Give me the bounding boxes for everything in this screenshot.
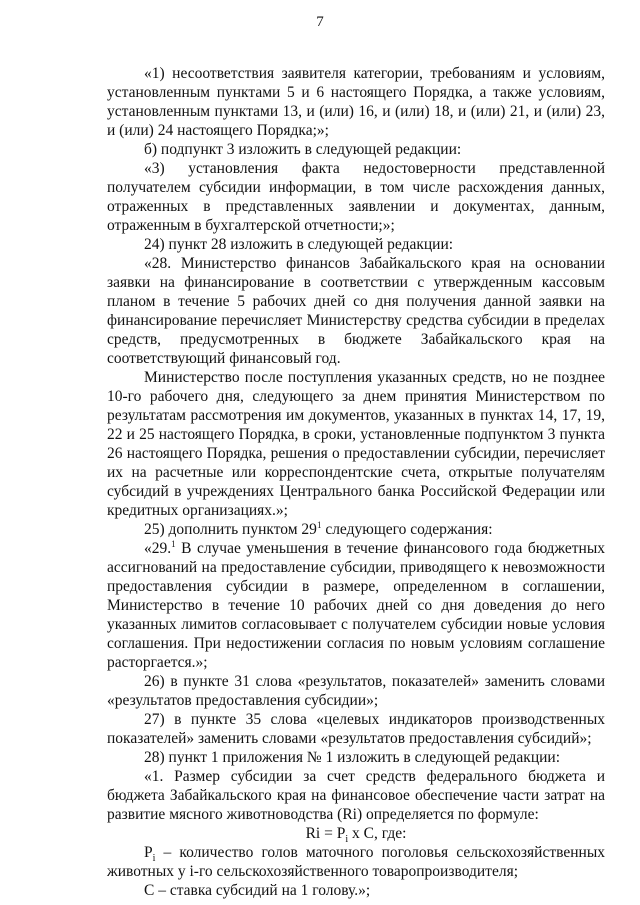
item-29-1-superscript: 1 (171, 538, 176, 549)
paragraph-item-29-1 (107, 539, 605, 672)
paragraph-subitem-b: б) подпункт 3 изложить в следующей редакции: (144, 141, 462, 158)
formula-text-b: x C, где: (348, 825, 407, 842)
pi-subscript: i (152, 853, 156, 865)
formula-subscript: i (345, 834, 349, 846)
paragraph-item-1: «1) несоответствия заявителя категории, требованиям и условиям, установленным пунктами 5 и 6 настоящего Порядка, а также условиям, установленным пунктами 13, и (или) 16, и (или) 18, и (или) 21, и (или) 23, и (или) 24 настоящего Порядка;»; (107, 65, 605, 139)
formula (107, 824, 605, 846)
paragraph-c-definition: C – ставка субсидий на 1 голову.»; (144, 882, 371, 899)
paragraph-ministry-transfer: Министерство после поступления указанных средств, но не позднее 10-го рабочего дня, следующего за днем принятия Министерством по результатам рассмотрения им документов, указанных в пунктах 14, 17, 19, 22 и 25 настоящего Порядка, в сроки, установленные подпунктом 3 пункта 26 настоящего Порядка, решения о предоставлении субсидии, перечисляет их на расчетные или корреспондентские счета, открытые получателям субсидий в учреждениях Центрального банка Российской Федерации или кредитных организациях.»; (107, 369, 605, 519)
pi-symbol: P (144, 844, 153, 861)
paragraph-point-28: 28) пункт 1 приложения № 1 изложить в следующей редакции: (144, 749, 561, 766)
point-25-superscript: 1 (316, 519, 322, 530)
paragraph-item-3: «3) установления факта недостоверности представленной получателем субсидии информации, в том числе расхождения данных, отраженных в представленных заявлении и документах, данным, отраженным в бухгалтерской отчетности;»; (107, 160, 605, 234)
paragraph-point-26: 26) в пункте 31 слова «результатов, показателей» заменить словами «результатов предоставления субсидии»; (107, 673, 605, 709)
paragraph-point-27: 27) в пункте 35 слова «целевых индикаторов производственных показателей» заменить словами «результатов предоставления субсидий»; (107, 711, 605, 747)
paragraph-appendix-item-1: «1. Размер субсидии за счет средств федерального бюджета и бюджета Забайкальского края на финансовое обеспечение части затрат на развитие мясного животноводства (Ri) определяется по формуле: (107, 768, 605, 823)
item-29-1-label: «29. (144, 540, 172, 557)
formula-text-a: Ri = P (305, 825, 346, 842)
paragraph-point-24: 24) пункт 28 изложить в следующей редакции: (144, 236, 454, 253)
pi-definition-text: – количество голов маточного поголовья сельскохозяйственных животных у i-го сельскохозяйственного товаропроизводителя; (107, 844, 605, 880)
paragraph-point-25 (107, 520, 605, 539)
paragraph-item-28: «28. Министерство финансов Забайкальского края на основании заявки на финансирование в соответствии с утвержденным кассовым планом в течение 5 рабочих дней со дня получения данной заявки на финансирование перечисляет Министерству средства субсидии в пределах средств, предусмотренных в бюджете Забайкальского края на соответствующий финансовый год. (107, 255, 605, 367)
document-body (107, 64, 605, 900)
point-25-text-a: 25) дополнить пунктом 29 (144, 521, 317, 538)
paragraph-pi-definition (107, 843, 605, 881)
item-29-1-text: В случае уменьшения в течение финансового года бюджетных ассигнований на предоставление субсидии, приводящего к невозможности предоставления субсидии в размере, определенном в соглашении, Министерство в течение 10 рабочих дней со дня доведения до него указанных лимитов согласовывает с получателем субсидии новые условия соглашения. При недостижении согласия по новым условиям соглашение расторгается.»; (107, 540, 605, 671)
page-number: 7 (316, 14, 324, 30)
point-25-text-b: следующего содержания: (321, 521, 493, 538)
